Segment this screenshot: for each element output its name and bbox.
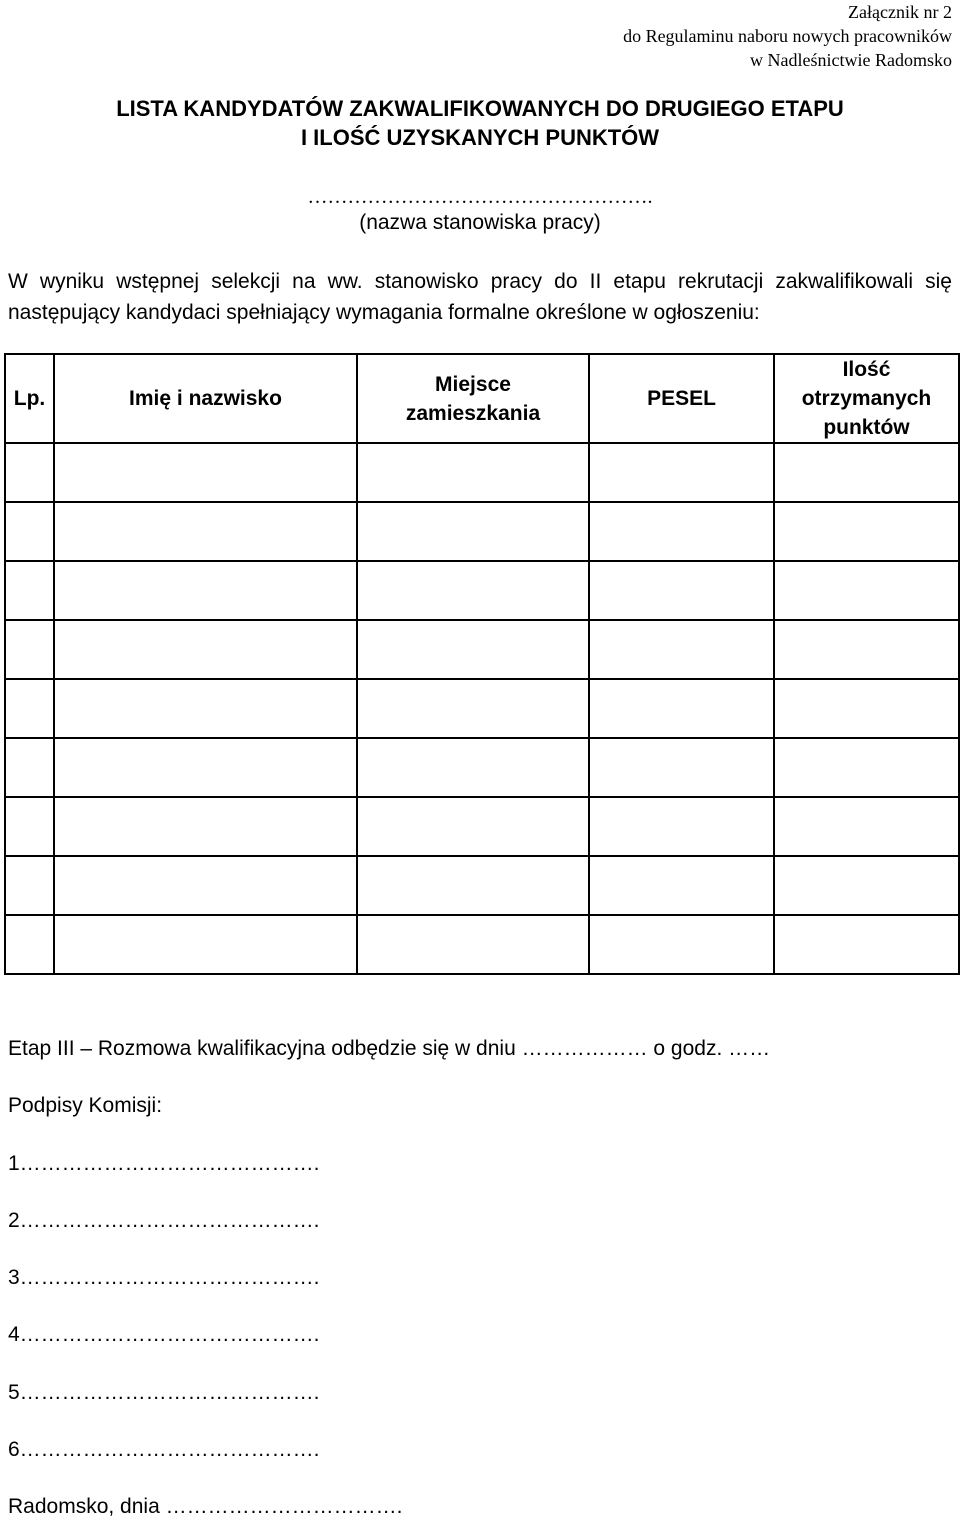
table-cell bbox=[5, 620, 54, 679]
table-cell bbox=[774, 856, 959, 915]
intro-paragraph: W wyniku wstępnej selekcji na ww. stanowisko pracy do II etapu rekrutacji zakwalifikowali się następujący kandydaci spełniający wymagania formalne określone w ogłoszeniu: bbox=[8, 270, 952, 324]
table-cell bbox=[54, 620, 357, 679]
signature-line-5: 5……………………………………. bbox=[8, 1381, 320, 1404]
table-row bbox=[5, 561, 959, 620]
header-pesel: PESEL bbox=[589, 354, 774, 443]
table-cell bbox=[589, 856, 774, 915]
table-cell bbox=[774, 797, 959, 856]
table-cell bbox=[357, 797, 589, 856]
table-cell bbox=[589, 443, 774, 502]
table-cell bbox=[5, 561, 54, 620]
table-cell bbox=[357, 443, 589, 502]
table-cell bbox=[54, 797, 357, 856]
table-row bbox=[5, 738, 959, 797]
stage-3-interview-line: Etap III – Rozmowa kwalifikacyjna odbędzie się w dniu ……………… o godz. …… bbox=[8, 1037, 771, 1060]
table-cell bbox=[54, 679, 357, 738]
header-points: Ilość otrzymanych punktów bbox=[774, 354, 959, 443]
signature-line-2: 2……………………………………. bbox=[8, 1209, 320, 1232]
table-row bbox=[5, 915, 959, 974]
signature-line-6: 6……………………………………. bbox=[8, 1438, 320, 1461]
table-row bbox=[5, 502, 959, 561]
table-header-row bbox=[5, 354, 959, 443]
table-cell bbox=[5, 856, 54, 915]
table-cell bbox=[774, 679, 959, 738]
annex-number: Załącznik nr 2 bbox=[848, 2, 952, 22]
document-title bbox=[0, 94, 960, 152]
title-line-1: LISTA KANDYDATÓW ZAKWALIFIKOWANYCH DO DRUGIEGO ETAPU bbox=[116, 96, 844, 121]
table-cell bbox=[357, 502, 589, 561]
header-residence: Miejsce zamieszkania bbox=[357, 354, 589, 443]
table-cell bbox=[5, 797, 54, 856]
table-cell bbox=[54, 915, 357, 974]
table-cell bbox=[774, 561, 959, 620]
signature-line-1: 1……………………………………. bbox=[8, 1152, 320, 1175]
table-cell bbox=[774, 443, 959, 502]
table-cell bbox=[5, 679, 54, 738]
table-cell bbox=[589, 502, 774, 561]
table-cell bbox=[589, 561, 774, 620]
table-row bbox=[5, 443, 959, 502]
table-cell bbox=[5, 915, 54, 974]
table-cell bbox=[774, 915, 959, 974]
table-row bbox=[5, 797, 959, 856]
title-line-2: I ILOŚĆ UZYSKANYCH PUNKTÓW bbox=[300, 125, 660, 150]
table-body bbox=[5, 443, 959, 974]
table-cell bbox=[774, 738, 959, 797]
header-lp: Lp. bbox=[5, 354, 54, 443]
signatures-label: Podpisy Komisji: bbox=[8, 1094, 163, 1117]
table-cell bbox=[589, 738, 774, 797]
annex-regulation: do Regulaminu naboru nowych pracowników bbox=[623, 26, 952, 46]
table-cell bbox=[5, 443, 54, 502]
table-cell bbox=[774, 502, 959, 561]
table-cell bbox=[774, 620, 959, 679]
table-cell bbox=[357, 856, 589, 915]
table-cell bbox=[5, 502, 54, 561]
table-cell bbox=[54, 502, 357, 561]
annex-header bbox=[623, 0, 952, 72]
table-cell bbox=[357, 738, 589, 797]
table-cell bbox=[589, 679, 774, 738]
place-date-line: Radomsko, dnia ……………………………. bbox=[8, 1495, 403, 1518]
signature-line-4: 4……………………………………. bbox=[8, 1323, 320, 1346]
table-cell bbox=[357, 620, 589, 679]
header-name: Imię i nazwisko bbox=[54, 354, 357, 443]
signature-line-3: 3……………………………………. bbox=[8, 1266, 320, 1289]
table-cell bbox=[357, 561, 589, 620]
table-row bbox=[5, 620, 959, 679]
table-cell bbox=[54, 561, 357, 620]
candidates-table bbox=[4, 353, 960, 975]
table-cell bbox=[54, 738, 357, 797]
table-cell bbox=[5, 738, 54, 797]
table-cell bbox=[357, 679, 589, 738]
table-cell bbox=[589, 915, 774, 974]
table-cell bbox=[54, 443, 357, 502]
annex-office: w Nadleśnictwie Radomsko bbox=[750, 50, 952, 70]
table-cell bbox=[589, 620, 774, 679]
table-cell bbox=[357, 915, 589, 974]
position-name-blank: ……………………………………………. bbox=[307, 186, 653, 208]
table-cell bbox=[54, 856, 357, 915]
position-name-caption: (nazwa stanowiska pracy) bbox=[359, 211, 601, 234]
table-cell bbox=[589, 797, 774, 856]
table-row bbox=[5, 679, 959, 738]
table-row bbox=[5, 856, 959, 915]
